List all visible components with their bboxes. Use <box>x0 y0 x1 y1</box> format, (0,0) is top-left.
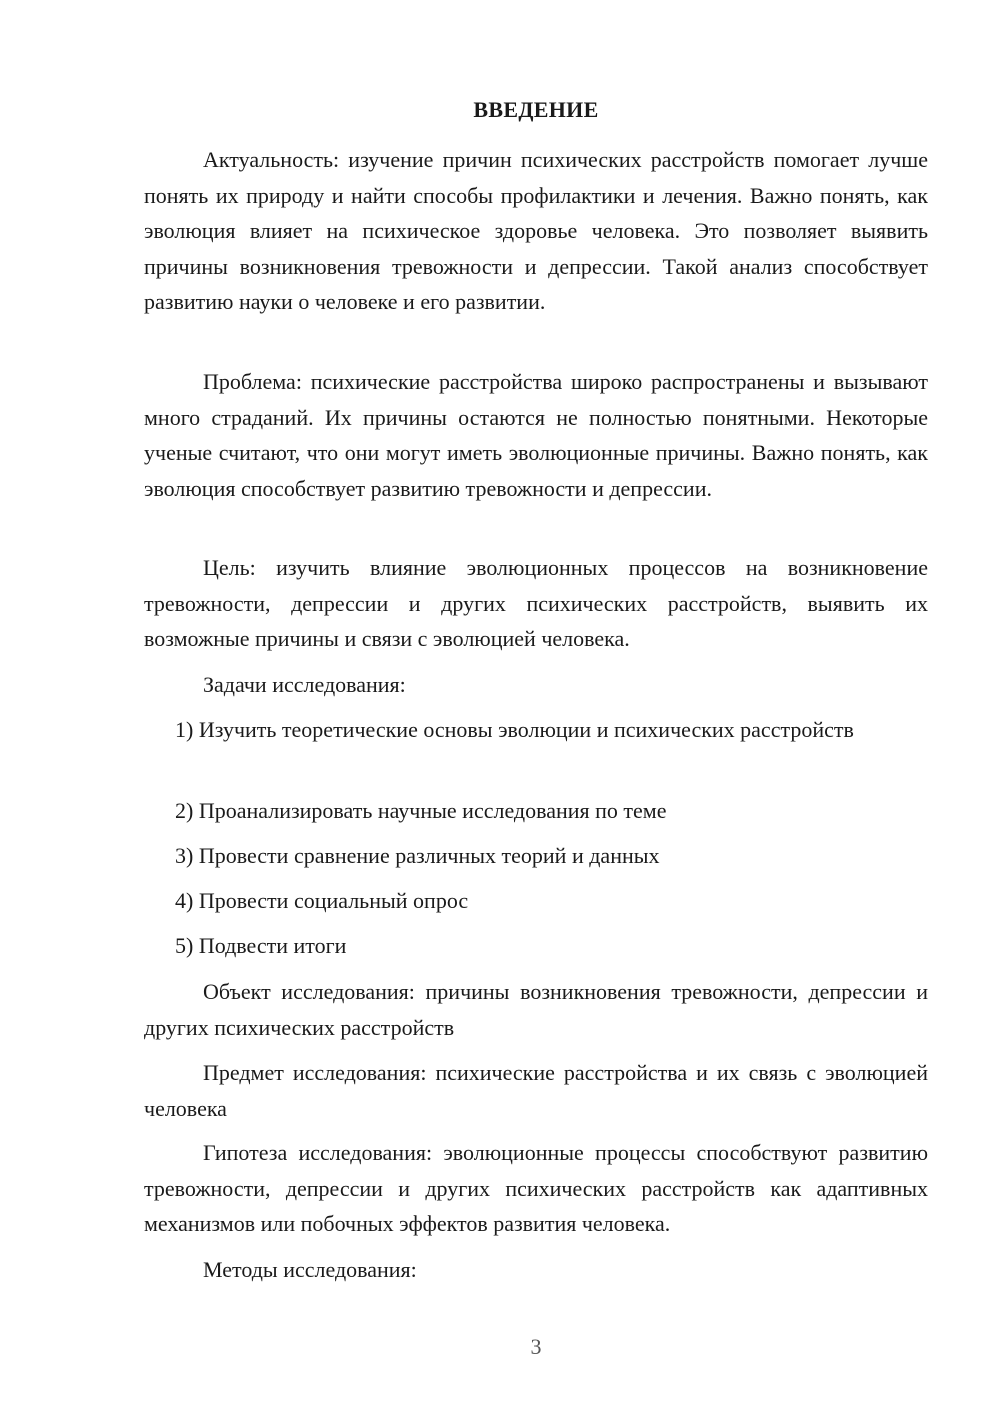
task-item-3: 3) Провести сравнение различных теорий и данных <box>175 843 660 868</box>
task-item-5: 5) Подвести итоги <box>175 933 347 958</box>
tasks-heading: Задачи исследования: <box>203 672 406 697</box>
task-item-2: 2) Проанализировать научные исследования по теме <box>175 798 667 823</box>
paragraph-relevance: Актуальность: изучение причин психических расстройств помогает лучше понять их природу и найти способы профилактики и лечения. Важно понять, как эволюция влияет на психическое здоровье человека. Это позволяет выявить причины возникновения тревожности и депрессии. Такой анализ способствует развитию науки о человеке и его развитии. <box>144 147 928 314</box>
paragraph-hypothesis: Гипотеза исследования: эволюционные процессы способствуют развитию тревожности, депрессии и других психических расстройств как адаптивных механизмов или побочных эффектов развития человека. <box>144 1140 928 1236</box>
methods-heading: Методы исследования: <box>203 1257 417 1282</box>
page-number: 3 <box>530 1334 542 1359</box>
paragraph-problem: Проблема: психические расстройства широко распространены и вызывают много страданий. Их причины остаются не полностью понятными. Некоторые ученые считают, что они могут иметь эволюционные причины. Важно понять, как эволюция способствует развитию тревожности и депрессии. <box>144 369 928 501</box>
paragraph-object: Объект исследования: причины возникновения тревожности, депрессии и других психических расстройств <box>144 979 928 1040</box>
paragraph-subject: Предмет исследования: психические расстройства и их связь с эволюцией человека <box>144 1060 928 1121</box>
task-item-1: 1) Изучить теоретические основы эволюции и психических расстройств <box>175 717 854 742</box>
section-title: ВВЕДЕНИЕ <box>473 97 599 122</box>
paragraph-goal: Цель: изучить влияние эволюционных процессов на возникновение тревожности, депрессии и других психических расстройств, выявить их возможные причины и связи с эволюцией человека. <box>144 555 928 651</box>
task-item-4: 4) Провести социальный опрос <box>175 888 469 913</box>
